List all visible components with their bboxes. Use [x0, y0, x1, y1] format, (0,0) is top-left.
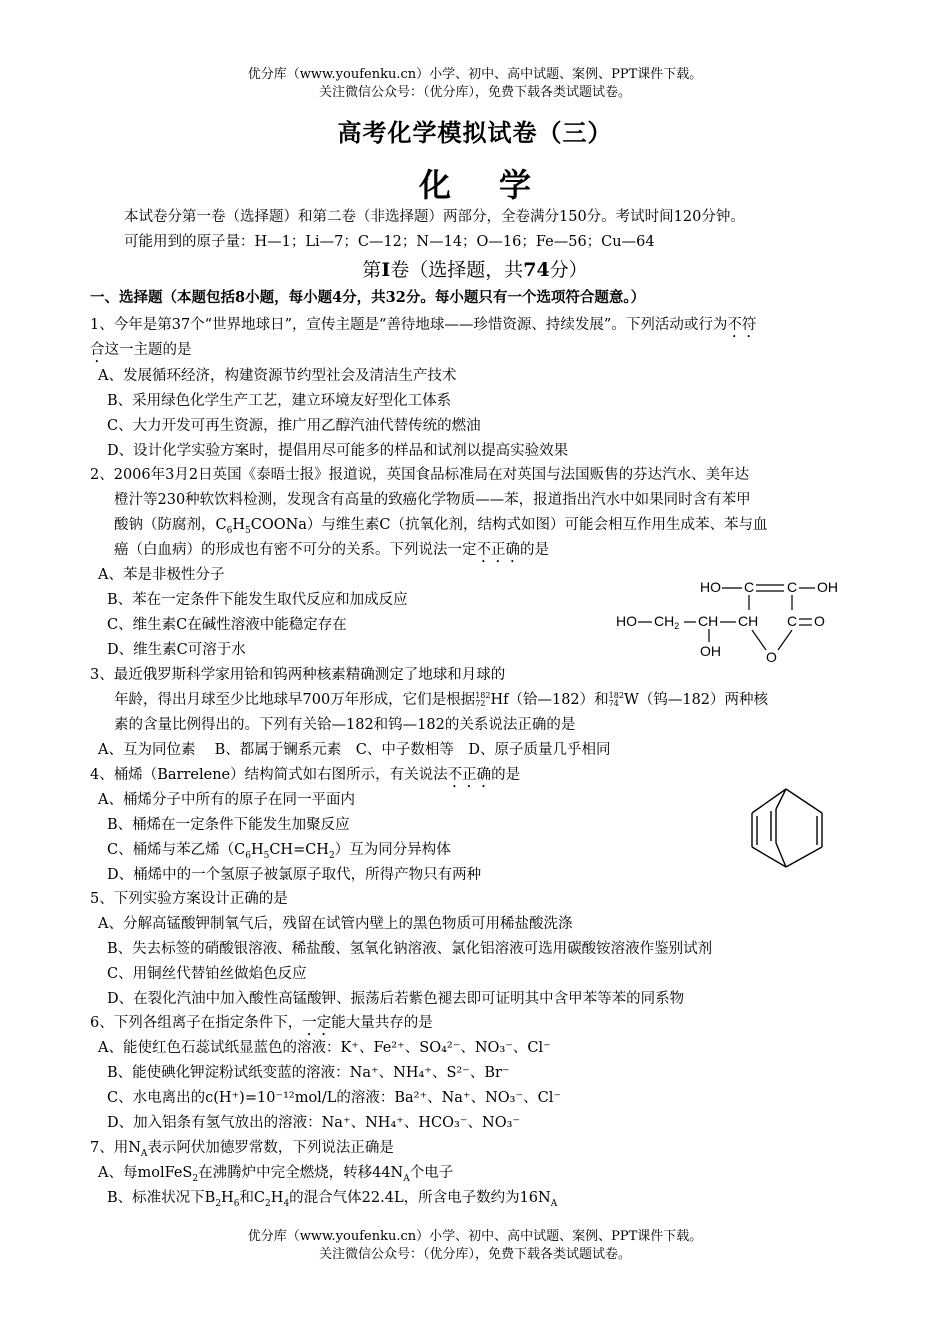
q5-option-d: D、在裂化汽油中加入酸性高锰酸钾、振荡后若紫色褪去即可证明其中含甲苯等苯的同系物 [107, 991, 685, 1007]
q2-option-c: C、维生素C在碱性溶液中能稳定存在 [107, 617, 347, 633]
q2-stem-line-2: 橙汁等230种软饮料检测，发现含有高量的致癌化学物质——苯，报道指出汽水中如果同时含有苯甲 [114, 492, 751, 508]
q3-options: A、互为同位素 B、都属于镧系元素 C、中子数相等 D、原子质量几乎相同 [98, 742, 611, 758]
vitc-o-ring: O [766, 649, 777, 664]
q6-option-c: C、水电离出的c(H⁺)=10⁻¹²mol/L的溶液：Ba²⁺、Na⁺、NO₃⁻、Cl⁻ [107, 1090, 562, 1106]
q6-option-b: B、能使碘化钾淀粉试纸变蓝的溶液：Na⁺、NH₄⁺、S²⁻、Br⁻ [107, 1065, 510, 1081]
vitc-c-left: C [744, 579, 755, 595]
q1-option-b: B、采用绿色化学生产工艺，建立环境友好型化工体系 [107, 393, 452, 409]
barrelene-structure [744, 785, 830, 871]
header-line-2: 关注微信公众号：（优分库），免费下载各类试题试卷。 [318, 85, 631, 100]
q5-stem: 5、下列实验方案设计正确的是 [90, 891, 288, 907]
q3-stem-line-2: 年龄，得出月球至少比地球早700万年形成，它们是根据 182 72 Hf（铪—182）和 182 74 W（钨—182）两种核 [114, 691, 769, 708]
q1-stem-line-2: 合这一主题的是 [90, 342, 192, 358]
q2-stem-line-1: 2、2006年3月2日英国《泰晤士报》报道说，英国食品标准局在对英国与法国贩售的芬达汽水、美年达 [90, 467, 750, 483]
q4-option-b: B、桶烯在一定条件下能发生加聚反应 [107, 817, 350, 833]
vitc-ch: CH [698, 613, 719, 629]
q4-option-a: A、桶烯分子中所有的原子在同一平面内 [98, 792, 355, 808]
hf-nuclide-numbers: 182 72 [475, 691, 491, 708]
q1-stem-line-1: 1、今年是第37个“世界地球日”，宣传主题是“善待地球——珍惜资源、持续发展”。下列活动或行为不符 [90, 317, 757, 333]
exam-title: 高考化学模拟试卷（三） [337, 118, 613, 147]
section-title: 第I卷（选择题，共74分） [362, 259, 588, 281]
q1-option-a: A、发展循环经济，构建资源节约型社会及清洁生产技术 [98, 368, 457, 384]
q6-option-a: A、能使红色石蕊试纸显蓝色的溶液：K⁺、Fe²⁺、SO₄²⁻、NO₃⁻、Cl⁻ [98, 1040, 551, 1056]
vitc-ho-left: HO [616, 613, 637, 629]
vitc-oh-bottom: OH [700, 643, 721, 659]
q2-stem-line-4: 癌（白血病）的形成也有密不可分的关系。下列说法一定不正确的是 [114, 542, 549, 558]
q3-stem-line-3: 素的含量比例得出的。下列有关铪—182和钨—182的关系说法正确的是 [114, 717, 576, 733]
q7-option-a: A、每molFeS$_2$在沸腾炉中完全燃烧，转移$44N_A$个电子 [98, 1165, 454, 1184]
header-line-1: 优分库（www.youfenku.cn）小学、初中、高中试题、案例、PPT课件下载。 [247, 67, 703, 82]
vitc-o-double: O [814, 613, 825, 629]
w-nuclide-numbers: 182 74 [608, 691, 624, 708]
q2-option-a: A、苯是非极性分子 [98, 567, 225, 583]
q5-option-a: A、分解高锰酸钾制氧气后，残留在试管内壁上的黑色物质可用稀盐酸洗涤 [98, 916, 573, 932]
vitc-ch-ring: CH [738, 613, 759, 629]
page-header [0, 66, 950, 102]
q4-stem: 4、桶烯（Barrelene）结构简式如右图所示，有关说法不正确的是 [90, 767, 521, 783]
footer-line-2: 关注微信公众号：（优分库），免费下载各类试题试卷。 [318, 1247, 631, 1262]
q3-stem-line-1: 3、最近俄罗斯科学家用铪和钨两种核素精确测定了地球和月球的 [90, 667, 506, 683]
intro-line-2: 可能用到的原子量：H—1；Li—7；C—12；N—14；O—16；Fe—56；Cu—64 [124, 234, 655, 250]
q4-option-d: D、桶烯中的一个氢原子被氯原子取代，所得产物只有两种 [107, 867, 482, 883]
q2-option-d: D、维生素C可溶于水 [107, 642, 246, 658]
vitc-ch2: $CH_2$ [654, 613, 680, 631]
q6-option-d: D、加入铝条有氢气放出的溶液：Na⁺、NH₄⁺、HCO₃⁻、NO₃⁻ [107, 1115, 521, 1131]
page-footer [0, 1228, 950, 1264]
q2-option-b: B、苯在一定条件下能发生取代反应和加成反应 [107, 592, 408, 608]
q5-option-c: C、用铜丝代替铂丝做焰色反应 [107, 966, 307, 982]
q1-option-d: D、设计化学实验方案时，提倡用尽可能多的样品和试剂以提高实验效果 [107, 443, 569, 459]
part1-heading: 一、选择题（本题包括8小题，每小题4分，共32分。每小题只有一个选项符合题意。） [90, 289, 646, 306]
footer-line-1: 优分库（www.youfenku.cn）小学、初中、高中试题、案例、PPT课件下载。 [247, 1229, 703, 1244]
vitc-c-right: C [787, 579, 798, 595]
q7-stem: 7、用$N_A$表示阿伏加德罗常数，下列说法正确是 [90, 1140, 394, 1159]
q7-option-b: B、标准状况下$B_2H_6$和$C_2H_4$的混合气体22.4L，所含电子数约为$16N_A$ [107, 1190, 558, 1209]
vitamin-c-structure [612, 572, 862, 664]
intro-line-1: 本试卷分第一卷（选择题）和第二卷（非选择题）两部分，全卷满分150分。考试时间120分钟。 [124, 209, 745, 225]
vitc-oh-top: OH [817, 579, 838, 595]
subject-title: 化 学 [418, 166, 532, 204]
q4-option-c: C、桶烯与苯乙烯$(C_6H_5CH=CH_2)$互为同分异构体 [107, 842, 451, 861]
q5-option-b: B、失去标签的硝酸银溶液、稀盐酸、氢氧化钠溶液、氯化铝溶液可选用碳酸铵溶液作鉴别试剂 [107, 941, 713, 957]
q2-stem-line-3: 酸钠（防腐剂，$C_6H_5COONa$）与维生素C（抗氧化剂，结构式如图）可能会相互作用生成苯、苯与血 [114, 517, 768, 536]
vitc-ho-top: HO [700, 579, 721, 595]
vitc-c-carbonyl: C [787, 613, 798, 629]
q1-option-c: C、大力开发可再生资源，推广用乙醇汽油代替传统的燃油 [107, 418, 481, 434]
q6-stem: 6、下列各组离子在指定条件下，一定能大量共存的是 [90, 1015, 433, 1031]
